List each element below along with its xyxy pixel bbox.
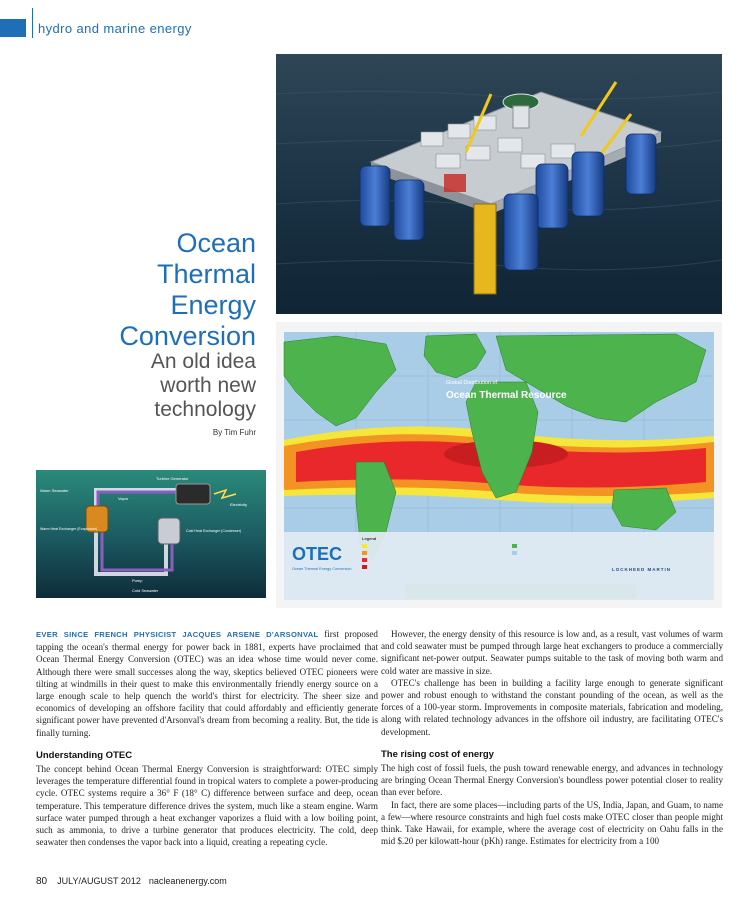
ocean-thermal-resource-map (276, 322, 722, 608)
paragraph (36, 628, 378, 739)
article-subtitle (151, 350, 256, 422)
paragraph: The high cost of fossil fuels, the push toward renewable energy, and advances in technology are bringing Ocean Thermal Energy Conversion's boundless power potential closer to reality than ever before. (381, 763, 723, 798)
otec-logo-caption: Ocean Thermal Energy Conversion (292, 567, 352, 571)
subheading: Understanding OTEC (36, 749, 133, 761)
site-url: nacleanenergy.com (148, 876, 227, 886)
page-footer (36, 876, 227, 887)
lockheed-martin-logo: LOCKHEED MARTIN (612, 567, 671, 572)
diagram-label: Cold Heat Exchanger (Condenser) (186, 529, 242, 533)
diagram-label: Warm Seawater (40, 488, 69, 493)
paragraph-text: first proposed tapping the ocean's thermal energy for power back in 1881, experts have proclaimed that Ocean Thermal Energy Conversion (OTEC) was an idea whose time would never come. Although there were small successes along the way, skeptics believed OTEC pioneers were tilting at windmills in their quest to make this environmentally friendly energy source on a large enough scale to help quench the world's thirst for electricity. The sheer size and economics of developing an offshore facility that could affordably and efficiently generate significant power have prevented d'Arsonval's dream from becoming a reality. But, the tide is finally turning. (36, 629, 378, 738)
article-column-right (381, 628, 723, 847)
paragraph: However, the energy density of this resource is low and, as a result, vast volumes of warm and cold seawater must be pumped through large heat exchangers to produce a commercially significant net-power output. Seawater pumps suitable to the task of moving both warm and cold water are massive in size. (381, 629, 723, 676)
legend-title: Legend (362, 536, 377, 541)
map-heading-large: Ocean Thermal Resource (446, 390, 567, 401)
lead-in: EVER SINCE FRENCH PHYSICIST JACQUES ARSENE D'ARSONVAL (36, 630, 319, 639)
otec-logo: OTEC (292, 544, 343, 564)
diagram-label: Vapor (118, 496, 129, 501)
article-column-left (36, 628, 378, 848)
title-line: Energy (170, 290, 256, 320)
otec-platform-photo (276, 54, 722, 314)
subtitle-line: An old idea (150, 350, 256, 373)
section-rule (32, 8, 33, 38)
section-tab (0, 19, 26, 37)
paragraph: In fact, there are some places—including parts of the US, India, Japan, and Guam, to name a few—where resource constraints and high fuel costs make OTEC closer than people might think. Take Hawaii, for example, where the average cost of electricity on Oahu falls in the mid $.20 per kilowatt-hour (pKh) range. Estimates for electricity from a 100 (381, 799, 723, 847)
article-title (119, 228, 256, 352)
subtitle-line: technology (154, 398, 256, 421)
subheading: The rising cost of energy (381, 748, 494, 760)
title-line: Conversion (119, 321, 256, 351)
diagram-label: Warm Heat Exchanger (Evaporator) (40, 527, 98, 531)
diagram-label: Cold Seawater (132, 588, 159, 593)
paragraph: The concept behind Ocean Thermal Energy Conversion is straightforward: OTEC simply leverages the temperature differential found in tropical waters to complete a power-producing cycle. OTEC systems require a 36° F (18° C) difference between surface and deep, ocean temperature. This temperature difference drives the system, much like a steam engine. Warm surface water pumped through a heat exchanger vaporizes a fluid with a low boiling point, such as ammonia, to drive a turbine generator that produces electricity. The cold, deep seawater then condenses the vapor back into a liquid, creating a repeating cycle. (36, 764, 378, 848)
diagram-label: Electricity (230, 502, 248, 507)
paragraph: OTEC's challenge has been in building a facility large enough to generate significant power and robust enough to withstand the constant pounding of the ocean, as well as the forces of a 100-year storm. Improvements in composite materials, fabrication and modeling, along with related technology advances in the offshore oil industry, are facilitating OTEC's development. (381, 677, 723, 737)
title-line: Thermal (156, 259, 256, 289)
diagram-label: Pump (132, 578, 143, 583)
title-line: Ocean (176, 228, 256, 258)
map-heading-small: Global Distribution of (446, 380, 498, 386)
diagram-label: Turbine Generator (156, 476, 189, 481)
subtitle-line: worth new (160, 374, 256, 397)
issue-date: JULY/AUGUST 2012 (57, 876, 141, 886)
otec-cycle-diagram (36, 470, 266, 598)
section-label: hydro and marine energy (38, 21, 192, 36)
page-number: 80 (36, 876, 48, 887)
byline: By Tim Fuhr (212, 428, 256, 437)
